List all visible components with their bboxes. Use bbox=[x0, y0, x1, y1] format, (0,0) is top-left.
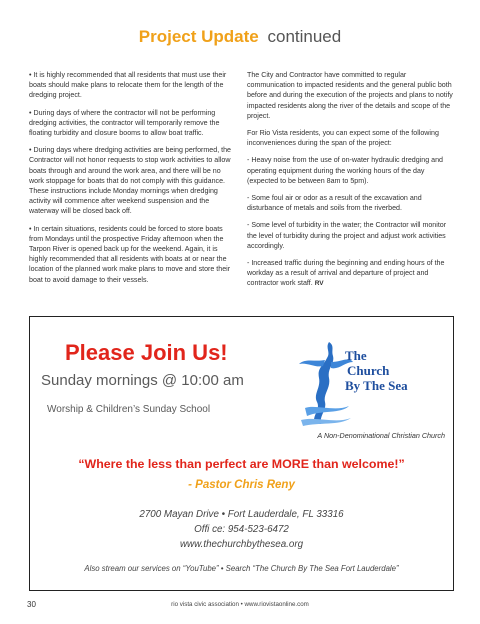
church-website-link[interactable]: www.thechurchbythesea.org bbox=[179, 539, 304, 550]
left-column bbox=[29, 70, 232, 292]
paragraph: • In certain situations, residents could be forced to store boats from Mondays until the prospective Friday afternoon when the Tarpon River is opened back up for the weekend. Again, it is highly recommended that all residents with boats at or near the location of the planned work make plans to move and store their boat to avoid damage to their vessels. bbox=[29, 224, 231, 284]
church-phone: Offi ce: 954-523-6472 bbox=[194, 524, 289, 535]
church-name-line: The bbox=[345, 348, 367, 363]
paragraph-text: - Increased traffic during the beginning and ending hours of the workday as a result of arrival and departure of project and contractor work staff. bbox=[247, 259, 445, 288]
paragraph: • During days of where the contractor will not be performing dredging activities, the contractor will temporarily remove the floating turbidity and closure booms to allow boat traffic. bbox=[29, 108, 220, 138]
paragraph: - Some level of turbidity in the water; the Contractor will monitor the level of turbidity during the project and adjust work activities accordingly. bbox=[247, 221, 447, 250]
page-title bbox=[0, 27, 480, 47]
church-address: 2700 Mayan Drive • Fort Lauderdale, FL 33316 bbox=[139, 509, 344, 520]
paragraph: - Some foul air or odor as a result of the excavation and disturbance of metals and soils from the riverbed. bbox=[247, 194, 422, 213]
ad-quote: “Where the less than perfect are MORE than welcome!” bbox=[78, 457, 405, 471]
right-column bbox=[247, 70, 454, 297]
paragraph: The City and Contractor have committed to regular communication to impacted residents and the general public both before and during the execution of the projects and plans to notify impacted residents along the river of the details and scope of the project. bbox=[247, 71, 453, 120]
church-name-line: Church bbox=[347, 363, 390, 378]
church-tagline: A Non-Denominational Christian Church bbox=[317, 431, 445, 440]
title-sub: continued bbox=[267, 27, 342, 46]
paragraph-last bbox=[247, 258, 454, 290]
end-mark: RV bbox=[314, 280, 324, 288]
church-name bbox=[345, 348, 408, 393]
title-main: Project Update bbox=[138, 27, 259, 46]
worship-line: Worship & Children’s Sunday School bbox=[47, 404, 211, 415]
pastor-name: - Pastor Chris Reny bbox=[188, 479, 295, 491]
ad-headline: Please Join Us! bbox=[65, 340, 228, 365]
paragraph: • During days where dredging activities are being performed, the Contractor will not honor requests to stop work activities to allow boats through and around the work area, and there will be no work stoppage for boats that do not comply with this guidance. These instructions include Monday mornings when dredging activity will commence after weekend suspension and the waterway will be closed back off. bbox=[29, 146, 232, 216]
stream-note: Also stream our services on “YouTube” • Search “The Church By The Sea Fort Lauderdale” bbox=[84, 564, 399, 573]
church-name-line: By The Sea bbox=[345, 378, 408, 393]
paragraph: For Rio Vista residents, you can expect some of the following inconveniences during the span of the project: bbox=[247, 129, 439, 148]
paragraph: - Heavy noise from the use of on-water hydraulic dredging and operating equipment during the working hours of the day (expected to be between 8am to 5pm). bbox=[247, 156, 443, 185]
paragraph: • It is highly recommended that all residents that must use their boats should make plans to relocate them for the length of the dredging project. bbox=[29, 71, 227, 100]
service-time: Sunday mornings @ 10:00 am bbox=[41, 372, 244, 389]
footer-text: rio vista civic association • www.riovistaonline.com bbox=[171, 601, 309, 608]
page-number: 30 bbox=[27, 600, 36, 609]
